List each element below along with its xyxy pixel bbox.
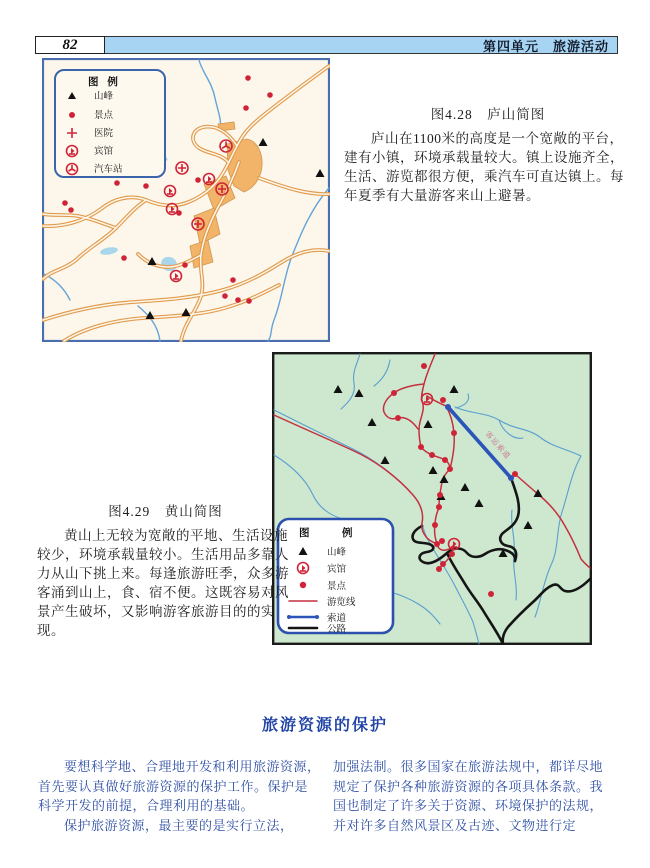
scenic-spot-icon (300, 582, 306, 588)
legend-label-cableway: 索道 (327, 613, 347, 624)
legend-label-hotel: 宾馆 (94, 146, 114, 157)
body-columns (38, 757, 616, 835)
paragraph: 加强法制。很多国家在旅游法规中，都详尽地规定了保护各种旅游资源的各项具体条款。我国也制定了许多关于资源、环境保护的法规，并对许多自然风景区及古迹、文物进行定 (333, 759, 604, 833)
lushan-legend (55, 70, 165, 177)
caption-title: 图4.29 黄山简图 (108, 504, 223, 519)
figure-caption-4-29 (37, 500, 294, 640)
legend-label-peak: 山峰 (94, 91, 114, 102)
legend-label-bus: 汽车站 (94, 164, 123, 175)
scenic-spot-icon (69, 112, 75, 118)
paragraph: 保护旅游资源，最主要的是实行立法， (64, 817, 294, 833)
legend-label-hotel: 宾馆 (327, 564, 347, 575)
legend-title: 图 例 (88, 76, 121, 88)
legend-title-left: 图 (299, 527, 313, 539)
page-number: 82 (35, 36, 105, 54)
huangshan-map (272, 352, 592, 645)
huangshan-legend (278, 519, 393, 635)
lushan-map-figure (42, 58, 330, 342)
huangshan-map-figure (272, 352, 592, 645)
cableway-label: 客运索道 (483, 429, 513, 461)
page-header (35, 36, 618, 54)
caption-body: 黄山上无较为宽敞的平地、生活设施较少，环境承载量较小。生活用品多靠人力从山下挑上来。每逢旅游旺季，众多游客涌到山上，食、宿不便。这既容易对风景产生破坏，又影响游客旅游目的的实现。 (37, 528, 289, 638)
section-heading: 旅游资源的保护 (261, 717, 388, 734)
caption-title: 图4.28 庐山简图 (430, 107, 546, 122)
left-column (38, 757, 321, 835)
lushan-map (42, 58, 330, 342)
legend-label-spot: 景点 (327, 581, 347, 592)
legend-label-highway: 公路 (327, 624, 347, 635)
unit-title: 第四单元 旅游活动 (105, 36, 618, 54)
legend-title-right: 例 (342, 527, 356, 539)
caption-body: 庐山在1100米的高度是一个宽敞的平台，建有小镇，环境承载量较大。镇上设施齐全，生活、游览都很方便，乘汽车可直达镇上。每年夏季有大量游客来山上避暑。 (344, 131, 624, 203)
right-column (333, 757, 616, 835)
figure-caption-4-28 (344, 103, 632, 205)
legend-label-spot: 景点 (94, 110, 114, 121)
legend-label-route: 游览线 (327, 597, 356, 608)
paragraph: 要想科学地、合理地开发和利用旅游资源，首先要认真做好旅游资源的保护工作。保护是科学开发的前提，合理利用的基础。 (38, 759, 321, 813)
legend-label-hospital: 医院 (94, 128, 114, 139)
legend-label-peak: 山峰 (327, 547, 347, 558)
